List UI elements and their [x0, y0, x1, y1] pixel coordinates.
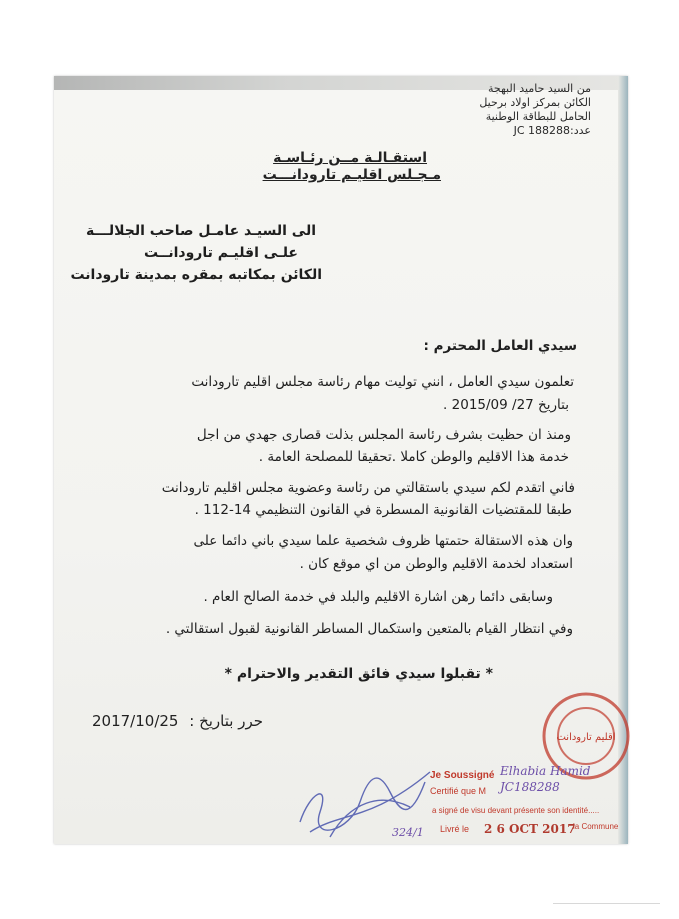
- subject-line-1: استقـالـة مــن رئـاسـة: [273, 150, 427, 166]
- paragraph-4-line-1: وان هذه الاستقالة حتمتها ظروف شخصية علما سيدي باني دائما على: [193, 533, 573, 549]
- cert-line-1: Je Soussigné: [430, 770, 495, 781]
- cert-line-3: a signé de visu devant présente son identité.....: [432, 806, 600, 815]
- closing-formula: * تقبلوا سيدي فائق التقدير والاحترام *: [224, 666, 493, 682]
- date-line: [92, 712, 263, 730]
- cert-line-4: Livré le: [440, 824, 470, 834]
- paragraph-6: وفي انتظار القيام بالمتعين واستكمال المساطر القانونية لقبول استقالتي .: [165, 621, 573, 637]
- sender-name: من السيد حاميد البهجة: [487, 82, 591, 95]
- signature-scribble: [290, 752, 450, 842]
- date-label: حرر بتاريخ :: [189, 712, 264, 730]
- sender-id-label: عدد:: [570, 124, 591, 137]
- paragraph-3-line-2: طبقا للمقتضيات القانونية المسطرة في القانون التنظيمي 14-112 .: [194, 502, 572, 518]
- paragraph-2-line-1: ومنذ ان حظيت بشرف رئاسة المجلس بذلت قصارى جهدي من اجل: [196, 427, 571, 443]
- salutation: سيدي العامل المحترم :: [423, 338, 577, 354]
- sender-id-number: JC 188288: [513, 124, 571, 137]
- sender-address: الكائن بمركز اولاد برحيل: [479, 96, 591, 109]
- cert-handwritten-name: Elhabia Hamid: [500, 764, 591, 778]
- paragraph-4-line-2: استعداد لخدمة الاقليم والوطن من اي موقع كان .: [299, 556, 573, 572]
- subject-line-2: مـجـلس اقليـم تارودانـــت: [262, 167, 441, 183]
- addressee-line-2: علـى اقليـم تارودانــت: [143, 245, 298, 261]
- cert-line-5: la Commune: [573, 822, 619, 831]
- addressee-line-1: الى السيـد عامـل صاحب الجلالـــة: [86, 223, 316, 239]
- cert-handwritten-id: JC188288: [500, 780, 560, 794]
- stamp-label: اقليم تارودانت: [556, 732, 616, 743]
- sender-id: [514, 124, 591, 137]
- addressee-line-3: الكائن بمكاتبه بمقره بمدينة تارودانت: [70, 267, 322, 283]
- cert-date-stamp: 2 6 OCT 2017: [484, 822, 576, 836]
- cert-reference: 324/1: [392, 826, 424, 839]
- paragraph-1-line-1: تعلمون سيدي العامل ، انني توليت مهام رئاسة مجلس اقليم تارودانت: [191, 374, 574, 390]
- paragraph-2-line-2: خدمة هذا الاقليم والوطن كاملا .تحقيقا للمصلحة العامة .: [258, 449, 569, 465]
- date-value: 2017/10/25: [92, 712, 179, 730]
- paragraph-1-line-2: بتاريخ 27/ 2015/09 .: [443, 397, 569, 413]
- cert-line-2: Certifié que M: [430, 786, 487, 796]
- sender-id-holder: الحامل للبطاقة الوطنية: [485, 110, 591, 123]
- paragraph-3-line-1: فاني اتقدم لكم سيدي باستقالتي من رئاسة وعضوية مجلس اقليم تارودانت: [161, 480, 575, 496]
- page-footer-line: [553, 903, 660, 904]
- paragraph-5: وسابقى دائما رهن اشارة الاقليم والبلد في خدمة الصالح العام .: [203, 589, 553, 605]
